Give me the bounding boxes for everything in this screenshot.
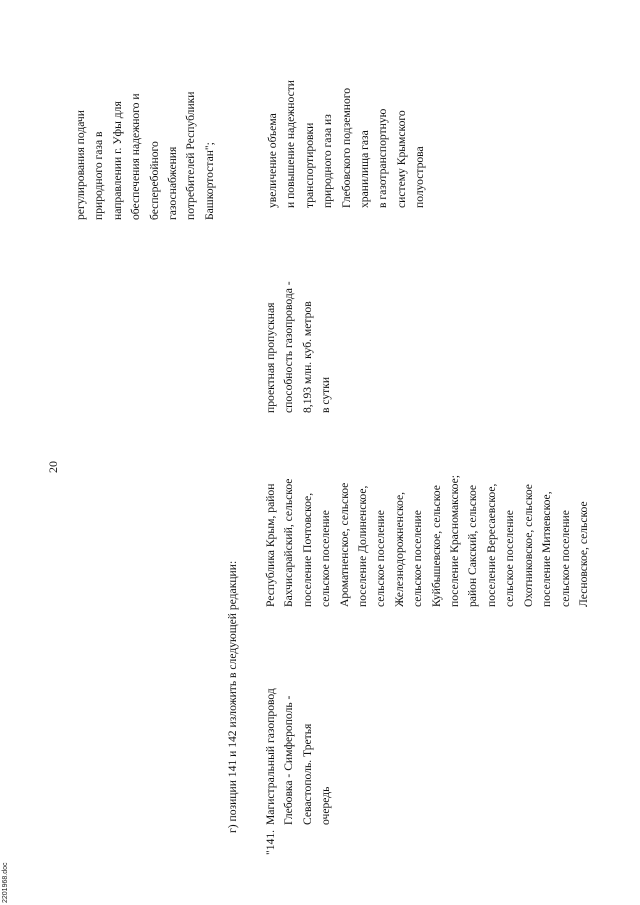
text-line: природного газа в <box>92 131 106 220</box>
text-line: Глебовка - Симферополь - <box>282 695 296 825</box>
text-line: Башкортостан"; <box>202 142 216 220</box>
text-line: направлении г. Уфы для <box>110 101 124 220</box>
text-line: Глебовского подземного <box>339 87 353 208</box>
text-line: обеспечения надежного и <box>129 93 143 220</box>
text-line: газоснабжения <box>166 146 180 220</box>
text-line: поселение Почтовское, <box>300 492 314 607</box>
text-line: в сутки <box>319 376 333 413</box>
text-line: Железнодорожненское, <box>392 491 406 607</box>
text-line: Бахчисарайский, сельское <box>282 478 296 607</box>
location-cell <box>262 475 593 607</box>
row-number: "141. <box>264 829 277 855</box>
document-filename: 2201968.doc <box>2 862 9 903</box>
text-line: сельское поселение <box>374 510 388 607</box>
text-line: проектная пропускная <box>264 302 277 413</box>
text-line: регулирования подачи <box>74 110 87 220</box>
text-line: природного газа из <box>321 114 335 208</box>
page-number: 20 <box>46 461 60 473</box>
text-line: Магистральный газопровод <box>264 688 277 825</box>
text-line: Ароматненское, сельское <box>337 482 351 607</box>
text-line: поселение Красномакское; <box>448 475 462 607</box>
text-line: хранилища газа <box>358 130 372 208</box>
text-line: сельское поселение <box>503 510 517 607</box>
text-line: полуострова <box>413 146 427 208</box>
text-line: в газотранспортную <box>376 108 390 208</box>
text-line: бесперебойного <box>147 141 161 220</box>
object-name-cell <box>262 688 336 825</box>
text-line: увеличение объема <box>266 113 279 208</box>
text-line: Севастополь. Третья <box>300 723 314 825</box>
text-line: поселение Митяевское, <box>540 491 554 607</box>
text-line: транспортировки <box>302 122 316 208</box>
text-line: систему Крымского <box>394 110 408 208</box>
text-line: потребителей Республики <box>184 91 198 220</box>
text-line: Лесновское, сельское <box>576 501 590 607</box>
text-line: и повышение надежности <box>284 79 298 208</box>
text-line: Куйбышевское, сельское <box>429 485 443 607</box>
text-line: поселение Долиненское, <box>356 485 370 607</box>
text-line: сельское поселение <box>319 510 333 607</box>
capacity-cell <box>262 281 336 413</box>
text-line: поселение Вересаевское, <box>484 483 498 607</box>
purpose-cell <box>264 80 430 208</box>
text-line: очередь <box>319 786 333 825</box>
text-line: район Сакский, сельское <box>466 484 480 607</box>
text-line: сельское поселение <box>558 510 572 607</box>
previous-row-purpose <box>72 91 219 220</box>
text-line: способность газопровода - <box>282 281 296 413</box>
text-line: 8,193 млн. куб. метров <box>300 301 314 413</box>
text-line: сельское поселение <box>411 510 425 607</box>
intro-text: г) позиции 141 и 142 изложить в следующей редакции: <box>226 560 239 833</box>
text-line: Республика Крым, район <box>264 483 277 607</box>
text-line: Охотниковское, сельское <box>521 484 535 607</box>
